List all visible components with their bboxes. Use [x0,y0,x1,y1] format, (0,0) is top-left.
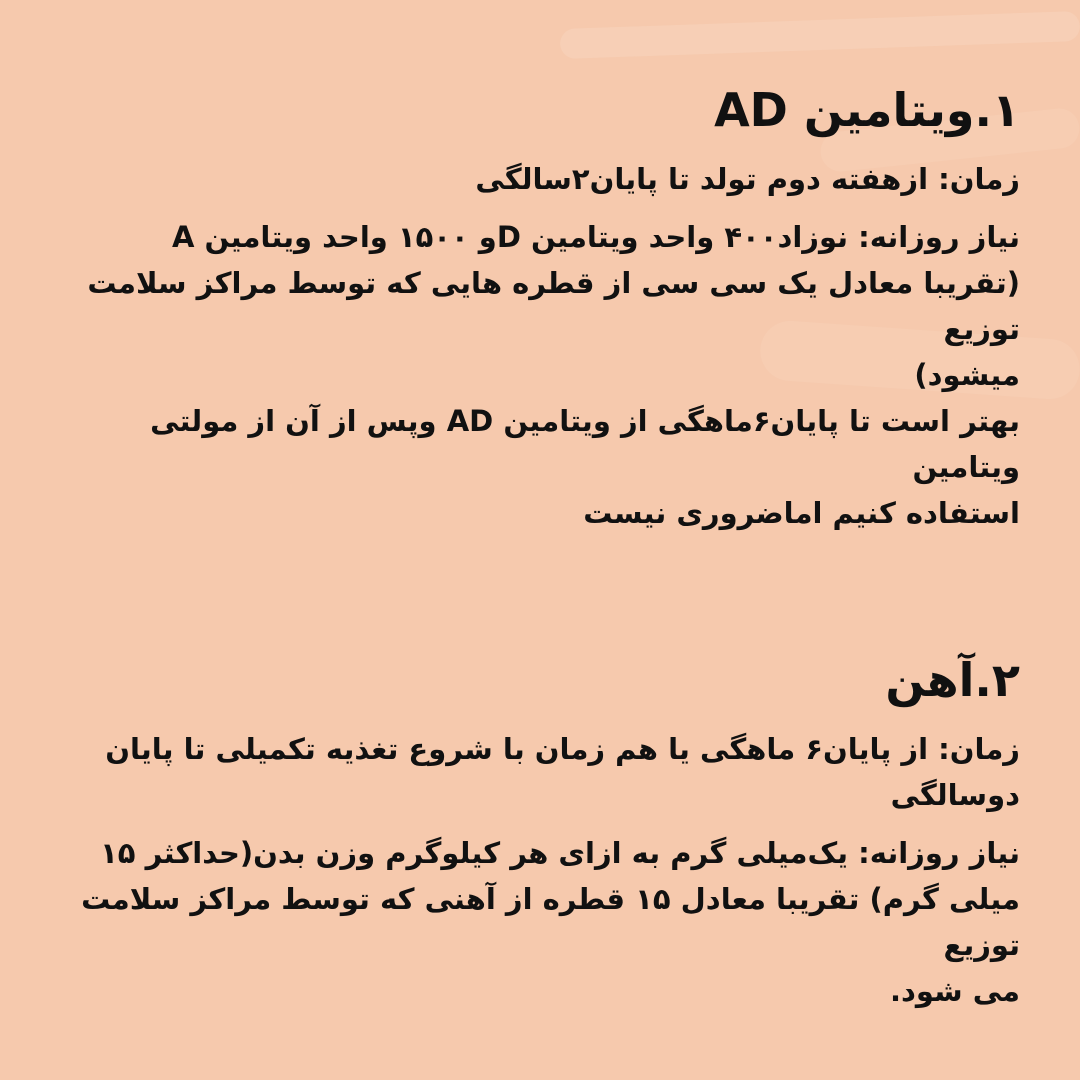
daily-need-line: نیاز روزانه: یک‌میلی گرم به ازای هر کیلوگرم وزن بدن(حداکثر ۱۵ [100,836,1020,870]
decorative-brush-stroke [560,11,1080,59]
section-iron [60,640,1020,1014]
daily-need-line: میلی گرم) تقریبا معادل ۱۵ قطره از آهنی که توسط مراکز سلامت توزیع [81,882,1020,962]
daily-need-line: می شود. [890,974,1020,1008]
document-body [60,70,1020,1008]
section-heading: ۲.آهن [885,653,1020,707]
section-heading: ۱.ویتامین AD [714,83,1020,137]
note-line: استفاده کنیم اماضروری نیست [583,496,1020,530]
time-line: زمان: ازهفته دوم تولد تا پایان۲سالگی [475,162,1020,196]
daily-need-line: نیاز روزانه: نوزاد۴۰۰ واحد ویتامین Dو ۱۵۰۰ واحد ویتامین A [171,220,1020,254]
daily-need-line: (تقریبا معادل یک سی سی از قطره هایی که توسط مراکز سلامت توزیع [87,266,1020,346]
time-line: دوسالگی [890,778,1020,812]
note-line: بهتر است تا پایان۶ماهگی از ویتامین AD وپس از آن از مولتی ویتامین [150,404,1020,484]
daily-need-line: میشود) [914,358,1020,392]
section-vitamin-ad [60,70,1020,536]
time-line: زمان: از پایان۶ ماهگی یا هم زمان با شروع تغذیه تکمیلی تا پایان [105,732,1020,766]
